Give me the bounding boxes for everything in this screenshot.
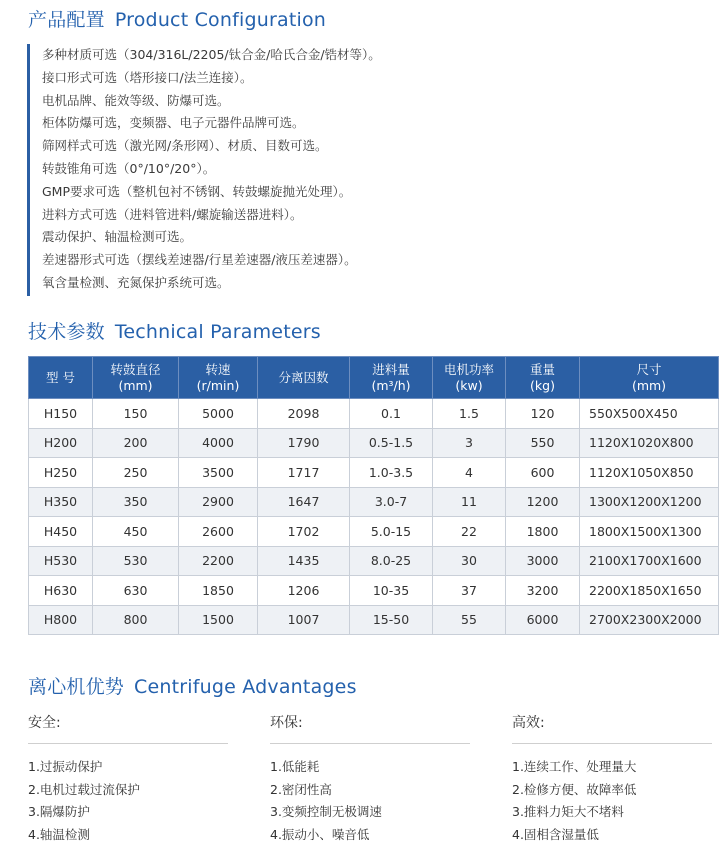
config-item: 接口形式可选（塔形接口/法兰连接）。: [42, 69, 253, 85]
table-cell: 150: [93, 399, 179, 429]
advantage-heading: 高效:: [512, 715, 545, 731]
table-cell: 11: [433, 487, 506, 517]
table-cell: H200: [29, 428, 93, 458]
config-item: 多种材质可选（304/316L/2205/钛合金/哈氏合金/锆材等）。: [42, 47, 381, 62]
table-cell: 1.0-3.5: [350, 458, 433, 488]
table-cell: 2600: [179, 517, 258, 547]
table-cell: 2098: [258, 399, 350, 429]
table-cell: 1200: [506, 487, 580, 517]
table-cell: 120: [506, 399, 580, 429]
table-row: [29, 517, 719, 547]
advantage-list: [28, 756, 248, 847]
table-cell: 22: [433, 517, 506, 547]
table-cell: 4: [433, 458, 506, 488]
table-cell: H150: [29, 399, 93, 429]
table-cell: 3500: [179, 458, 258, 488]
table-cell: 1007: [258, 605, 350, 635]
header-cell: 尺寸 (mm): [580, 357, 719, 399]
table-cell: 3200: [506, 576, 580, 606]
advantages-title-en: Centrifuge Advantages: [134, 676, 357, 698]
table-cell: 530: [93, 546, 179, 576]
advantage-item: 2.密闭性高: [270, 781, 332, 797]
advantage-list: [270, 756, 490, 847]
table-cell: 550: [506, 428, 580, 458]
advantage-item: 2.电机过载过流保护: [28, 781, 140, 797]
header-cell: 电机功率 (kw): [433, 357, 506, 399]
table-cell: 3.0-7: [350, 487, 433, 517]
config-item: 筛网样式可选（激光网/条形网）、材质、目数可选。: [42, 138, 328, 154]
table-cell: H350: [29, 487, 93, 517]
table-row: [29, 487, 719, 517]
advantage-item: 1.过振动保护: [28, 759, 103, 774]
config-section-title: [28, 5, 326, 32]
table-cell: 0.1: [350, 399, 433, 429]
table-cell: 1790: [258, 428, 350, 458]
header-cell: 转鼓直径 (mm): [93, 357, 179, 399]
advantages-section-title: [28, 672, 357, 699]
table-cell: 800: [93, 605, 179, 635]
table-cell: 37: [433, 576, 506, 606]
header-cell: 型 号: [29, 357, 93, 399]
table-cell: 2900: [179, 487, 258, 517]
advantage-item: 1.连续工作、处理量大: [512, 759, 637, 774]
params-title-en: Technical Parameters: [114, 321, 321, 343]
advantage-heading: 环保:: [270, 715, 303, 731]
advantage-item: 3.隔爆防护: [28, 804, 90, 820]
table-cell: 6000: [506, 605, 580, 635]
table-cell: 550X500X450: [580, 399, 719, 429]
table-cell: 1800X1500X1300: [580, 517, 719, 547]
config-title-en: Product Configuration: [114, 9, 327, 31]
table-cell: 250: [93, 458, 179, 488]
header-cell: 重量 (kg): [506, 357, 580, 399]
advantage-item: 4.振动小、噪音低: [270, 827, 370, 843]
table-cell: H250: [29, 458, 93, 488]
config-list: [30, 44, 627, 295]
table-cell: 1.5: [433, 399, 506, 429]
table-cell: 5.0-15: [350, 517, 433, 547]
divider: [28, 743, 228, 744]
advantage-item: 2.检修方便、故障率低: [512, 781, 637, 797]
table-cell: 1120X1050X850: [580, 458, 719, 488]
table-row: [29, 458, 719, 488]
table-cell: 630: [93, 576, 179, 606]
table-cell: 1300X1200X1200: [580, 487, 719, 517]
config-item: 震动保护、轴温检测可选。: [42, 229, 193, 245]
advantage-column-safety: [28, 712, 248, 847]
table-cell: 1647: [258, 487, 350, 517]
advantage-heading: 安全:: [28, 715, 61, 731]
table-cell: 3: [433, 428, 506, 458]
table-cell: 1435: [258, 546, 350, 576]
table-cell: 1206: [258, 576, 350, 606]
header-cell: 进料量 (m³/h): [350, 357, 433, 399]
config-item: 电机品牌、能效等级、防爆可选。: [42, 92, 230, 108]
table-cell: 0.5-1.5: [350, 428, 433, 458]
table-cell: 1500: [179, 605, 258, 635]
config-item: 柜体防爆可选，变频器、电子元器件品牌可选。: [42, 115, 305, 131]
table-cell: 1717: [258, 458, 350, 488]
params-table: [28, 356, 719, 635]
params-title-cn: 技术参数: [28, 321, 105, 343]
table-cell: 30: [433, 546, 506, 576]
config-item: 转鼓锥角可选（0°/10°/20°）。: [42, 160, 216, 176]
table-cell: 2200: [179, 546, 258, 576]
table-cell: 3000: [506, 546, 580, 576]
table-cell: 8.0-25: [350, 546, 433, 576]
params-header-row: [29, 357, 719, 399]
table-cell: 5000: [179, 399, 258, 429]
config-item: 进料方式可选（进料管进料/螺旋输送器进料）。: [42, 206, 303, 222]
table-cell: H450: [29, 517, 93, 547]
params-section-title: [28, 317, 321, 344]
table-cell: 4000: [179, 428, 258, 458]
header-cell: 转速 (r/min): [179, 357, 258, 399]
table-cell: 15-50: [350, 605, 433, 635]
advantage-item: 4.轴温检测: [28, 827, 90, 843]
table-cell: 2200X1850X1650: [580, 576, 719, 606]
table-cell: 55: [433, 605, 506, 635]
advantage-item: 3.推料力矩大不堵料: [512, 804, 624, 820]
table-cell: 1120X1020X800: [580, 428, 719, 458]
table-cell: H530: [29, 546, 93, 576]
table-cell: 1850: [179, 576, 258, 606]
config-item: 差速器形式可选（摆线差速器/行星差速器/液压差速器）。: [42, 252, 357, 268]
advantage-column-eco: [270, 712, 490, 847]
table-cell: 450: [93, 517, 179, 547]
config-title-cn: 产品配置: [28, 9, 105, 31]
advantage-item: 4.固相含湿量低: [512, 827, 599, 843]
advantage-item: 3.变频控制无极调速: [270, 804, 382, 820]
table-cell: 2100X1700X1600: [580, 546, 719, 576]
config-item: 氧含量检测、充氮保护系统可选。: [42, 274, 230, 290]
table-cell: 350: [93, 487, 179, 517]
config-list-block: [27, 44, 627, 296]
config-item: GMP要求可选（整机包衬不锈钢、转鼓螺旋抛光处理）。: [42, 183, 352, 199]
table-cell: 600: [506, 458, 580, 488]
table-cell: 1702: [258, 517, 350, 547]
advantage-item: 1.低能耗: [270, 759, 320, 774]
advantages-title-cn: 离心机优势: [28, 676, 125, 698]
table-cell: H800: [29, 605, 93, 635]
advantage-list: [512, 756, 726, 847]
table-row: [29, 605, 719, 635]
params-table-body: [29, 399, 719, 635]
table-row: [29, 428, 719, 458]
table-row: [29, 399, 719, 429]
table-row: [29, 576, 719, 606]
table-cell: 2700X2300X2000: [580, 605, 719, 635]
table-row: [29, 546, 719, 576]
divider: [512, 743, 712, 744]
header-cell: 分离因数: [258, 357, 350, 399]
divider: [270, 743, 470, 744]
table-cell: 1800: [506, 517, 580, 547]
advantage-column-efficiency: [512, 712, 726, 847]
table-cell: H630: [29, 576, 93, 606]
table-cell: 10-35: [350, 576, 433, 606]
table-cell: 200: [93, 428, 179, 458]
